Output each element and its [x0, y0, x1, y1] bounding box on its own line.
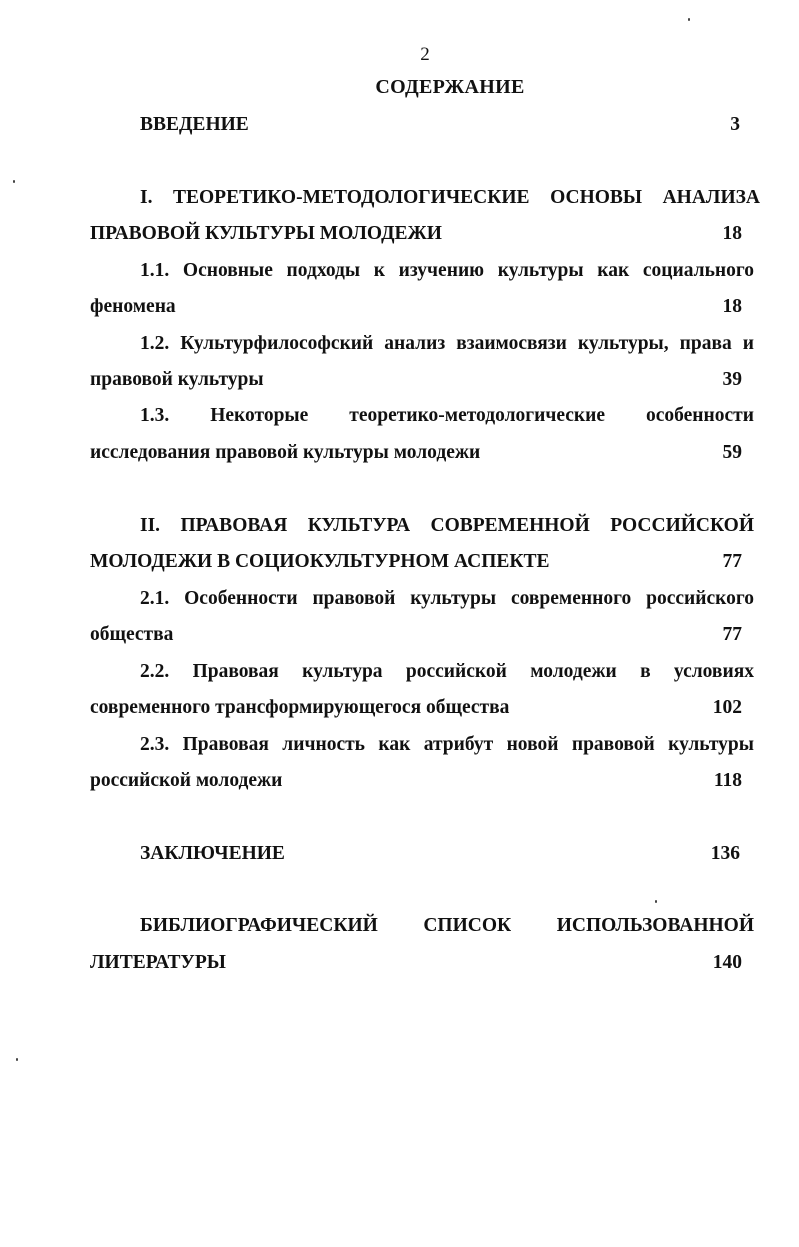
toc-bibliography-line1[interactable]: БИБЛИОГРАФИЧЕСКИЙ СПИСОК ИСПОЛЬЗОВАННОЙ	[140, 915, 754, 936]
toc-section-1-3-line1[interactable]: 1.3. Некоторые теоретико-методологические особенности	[140, 405, 754, 426]
entry-label: исследования правовой культуры молодежи	[90, 442, 481, 463]
toc-section-2-1-line1[interactable]: 2.1. Особенности правовой культуры современного российского	[140, 588, 754, 609]
toc-bibliography-line2[interactable]	[90, 951, 756, 975]
scan-speck	[16, 1058, 18, 1061]
entry-label: ЛИТЕРАТУРЫ	[90, 952, 226, 973]
entry-page-number: 59	[722, 442, 742, 463]
entry-page-number: 77	[722, 624, 742, 645]
entry-label: феномена	[90, 296, 176, 317]
scan-speck	[688, 18, 690, 21]
toc-chapter-1-line1[interactable]: I. ТЕОРЕТИКО-МЕТОДОЛОГИЧЕСКИЕ ОСНОВЫ АНАЛИЗА	[140, 187, 760, 208]
toc-section-2-1-line2[interactable]	[90, 623, 756, 647]
entry-label: ЗАКЛЮЧЕНИЕ	[140, 843, 285, 864]
toc-section-1-3-line2[interactable]	[90, 441, 756, 465]
entry-label: российской молодежи	[90, 770, 283, 791]
entry-label: общества	[90, 624, 174, 645]
toc-section-1-2-line1[interactable]: 1.2. Культурфилософский анализ взаимосвязи культуры, права и	[140, 333, 754, 354]
scan-speck	[13, 180, 15, 183]
toc-section-2-3-line2[interactable]	[90, 769, 756, 793]
toc-chapter-1-line2[interactable]	[90, 222, 756, 246]
scan-speck	[655, 900, 657, 903]
entry-label: правовой культуры	[90, 369, 264, 390]
entry-page-number: 3	[730, 114, 740, 135]
page-number: 2	[420, 44, 430, 65]
toc-section-2-3-line1[interactable]: 2.3. Правовая личность как атрибут новой правовой культуры	[140, 734, 754, 755]
toc-entry-introduction[interactable]	[140, 113, 754, 137]
entry-page-number: 118	[713, 770, 742, 791]
entry-page-number: 18	[722, 296, 742, 317]
entry-label: современного трансформирующегося общества	[90, 697, 510, 718]
toc-title: СОДЕРЖАНИЕ	[375, 76, 525, 98]
entry-page-number: 18	[722, 223, 742, 244]
entry-label: ВВЕДЕНИЕ	[140, 114, 249, 135]
toc-section-1-1-line2[interactable]	[90, 295, 756, 319]
toc-section-2-2-line1[interactable]: 2.2. Правовая культура российской молодежи в условиях	[140, 661, 754, 682]
toc-section-1-2-line2[interactable]	[90, 368, 756, 392]
toc-chapter-2-line2[interactable]	[90, 550, 756, 574]
toc-chapter-2-line1[interactable]: II. ПРАВОВАЯ КУЛЬТУРА СОВРЕМЕННОЙ РОССИЙСКОЙ	[140, 515, 754, 536]
toc-entry-conclusion[interactable]	[140, 842, 754, 866]
toc-section-2-2-line2[interactable]	[90, 696, 756, 720]
entry-page-number: 136	[710, 843, 740, 864]
toc-section-1-1-line1[interactable]: 1.1. Основные подходы к изучению культуры как социального	[140, 260, 754, 281]
entry-page-number: 39	[722, 369, 742, 390]
entry-page-number: 77	[722, 551, 742, 572]
entry-label: МОЛОДЕЖИ В СОЦИОКУЛЬТУРНОМ АСПЕКТЕ	[90, 551, 550, 572]
entry-label: ПРАВОВОЙ КУЛЬТУРЫ МОЛОДЕЖИ	[90, 223, 442, 244]
entry-page-number: 140	[712, 952, 742, 973]
entry-page-number: 102	[712, 697, 742, 718]
